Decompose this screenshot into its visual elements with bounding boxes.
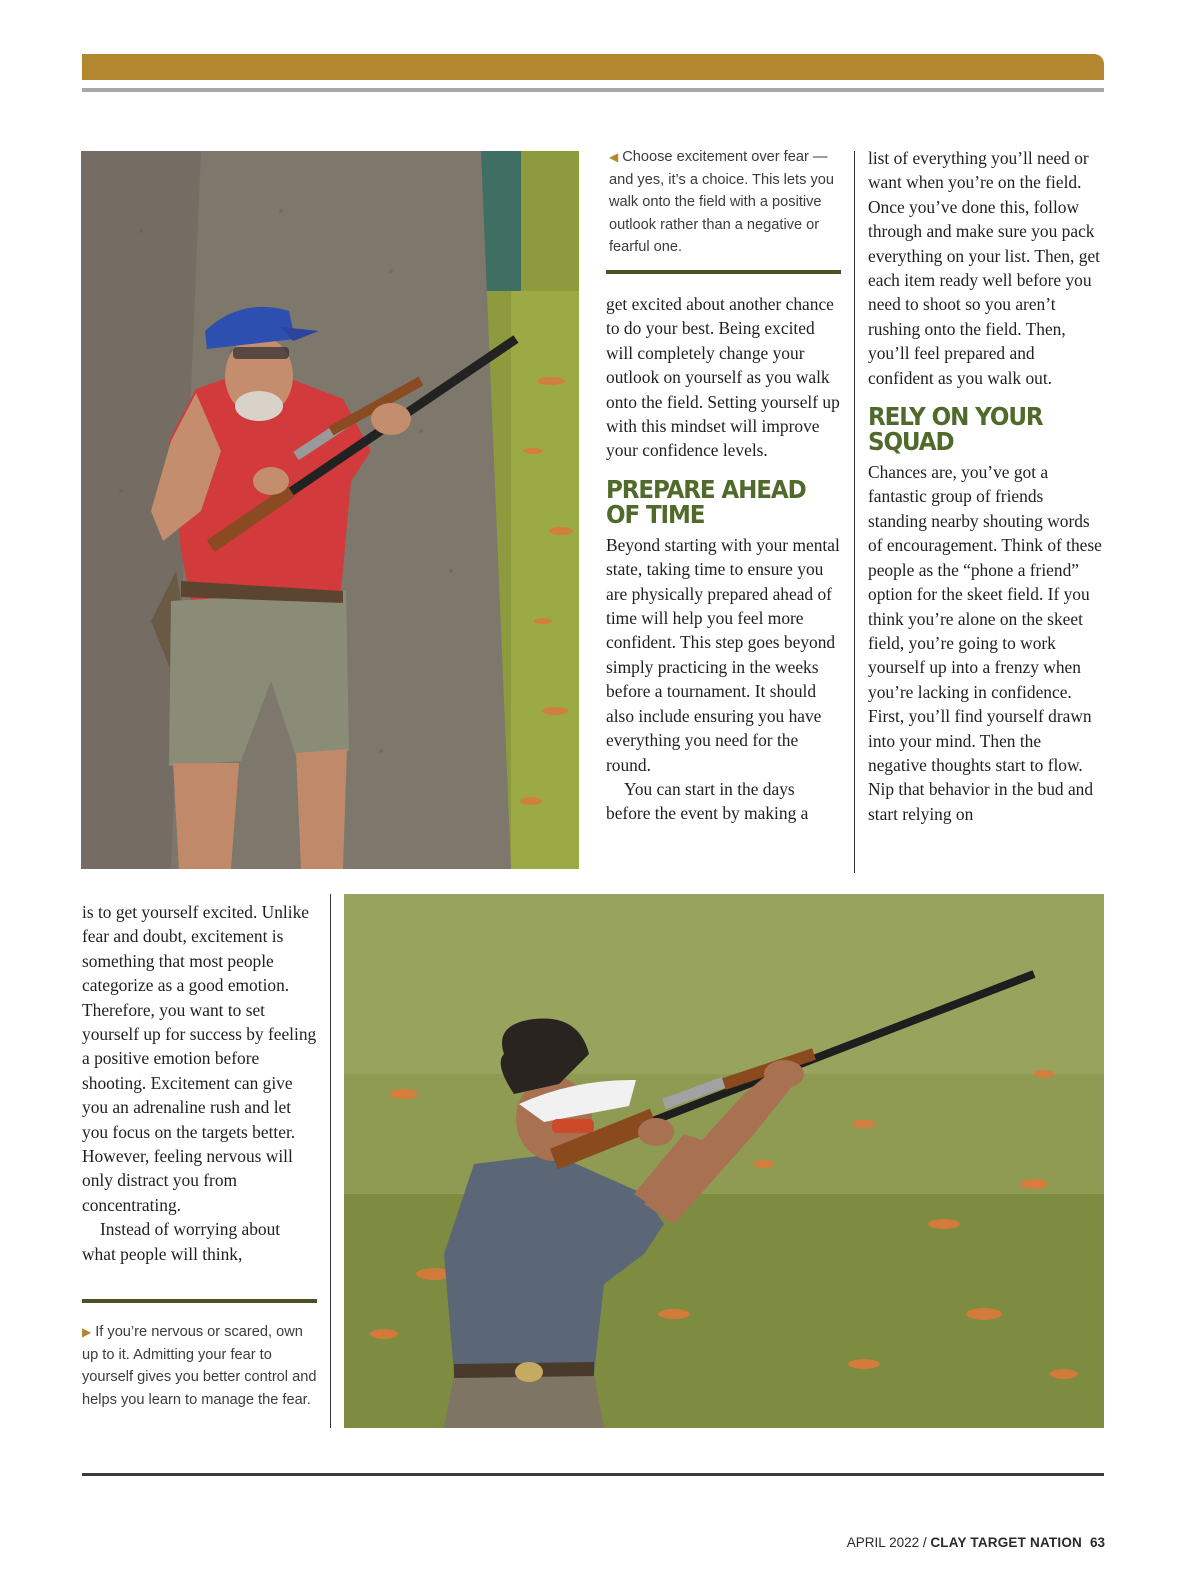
header-rule xyxy=(82,88,1104,92)
article-column-right xyxy=(868,146,1104,826)
article-column-middle xyxy=(606,292,842,826)
body-paragraph: Beyond starting with your mental state, taking time to ensure you are physically prepared ahead of time will help you feel more confident. This step goes beyond simply practicing in the weeks before a tournament. It should also include ensuring you have everything you need for the round. xyxy=(606,534,840,775)
caption-rule-top xyxy=(606,270,841,274)
body-paragraph: Instead of worrying about what people will think, xyxy=(82,1219,281,1264)
body-paragraph: You can start in the days before the event by making a xyxy=(606,778,809,824)
photo-caption-top: ◀ Choose excitement over fear — and yes, it’s a choice. This lets you walk onto the field with a positive outlook rather than a negative or fearful one. xyxy=(609,149,834,255)
article-column-left xyxy=(82,900,318,1266)
body-paragraph: list of everything you’ll need or want when you’re on the field. Once you’ve done this, follow through and make sure you pack everything on your list. Then, get each item ready well before you need to shoot so you aren’t rushing onto the field. Then, you’ll feel prepared and confident as you walk out. xyxy=(868,148,1100,388)
section-heading: RELY ON YOUR SQUAD xyxy=(868,402,1043,457)
photo-caption-bottom: ▶ If you’re nervous or scared, own up to it. Admitting your fear to yourself gives you better control and helps you learn to manage the fear. xyxy=(82,1324,317,1408)
body-paragraph: get excited about another chance to do your best. Being excited will completely change your outlook on yourself as you walk onto the field. Setting yourself up with this mindset will improve your confidence levels. xyxy=(606,294,840,461)
body-paragraph: Chances are, you’ve got a fantastic group of friends standing nearby shouting words of encouragement. Think of these people as the “phone a friend” option for the skeet field. If you think you’re alone on the skeet field, you’re going to work yourself up into a frenzy when you’re lacking in confidence. First, you’ll find yourself drawn into your mind. Then the negative thoughts start to flow. Nip that behavior in the bud and start relying on xyxy=(868,462,1102,824)
column-divider xyxy=(854,151,855,873)
photo-woman-shooting xyxy=(344,894,1104,1428)
header-band xyxy=(82,54,1104,80)
caption-rule-bottom xyxy=(82,1299,317,1303)
section-heading: PREPARE AHEAD OF TIME xyxy=(606,474,806,529)
footer-magazine-name: CLAY TARGET NATION xyxy=(930,1535,1082,1550)
column-divider xyxy=(330,894,331,1428)
page-footer xyxy=(847,1535,1105,1550)
page-number: 63 xyxy=(1089,1535,1105,1550)
footer-date: APRIL 2022 / xyxy=(846,1535,931,1550)
photo-shooter-pillar xyxy=(81,151,579,869)
body-paragraph: is to get yourself excited. Unlike fear and doubt, excitement is something that most people categorize as a good emotion. Therefore, you want to set yourself up for success by feeling a positive emotion before shooting. Excitement can give you an adrenaline rush and let you focus on the targets better. However, feeling nervous will only distract you from concentrating. xyxy=(82,902,317,1215)
caret-right-icon: ▶ xyxy=(82,1325,92,1339)
caret-left-icon: ◀ xyxy=(609,150,619,164)
footer-rule xyxy=(82,1473,1104,1476)
